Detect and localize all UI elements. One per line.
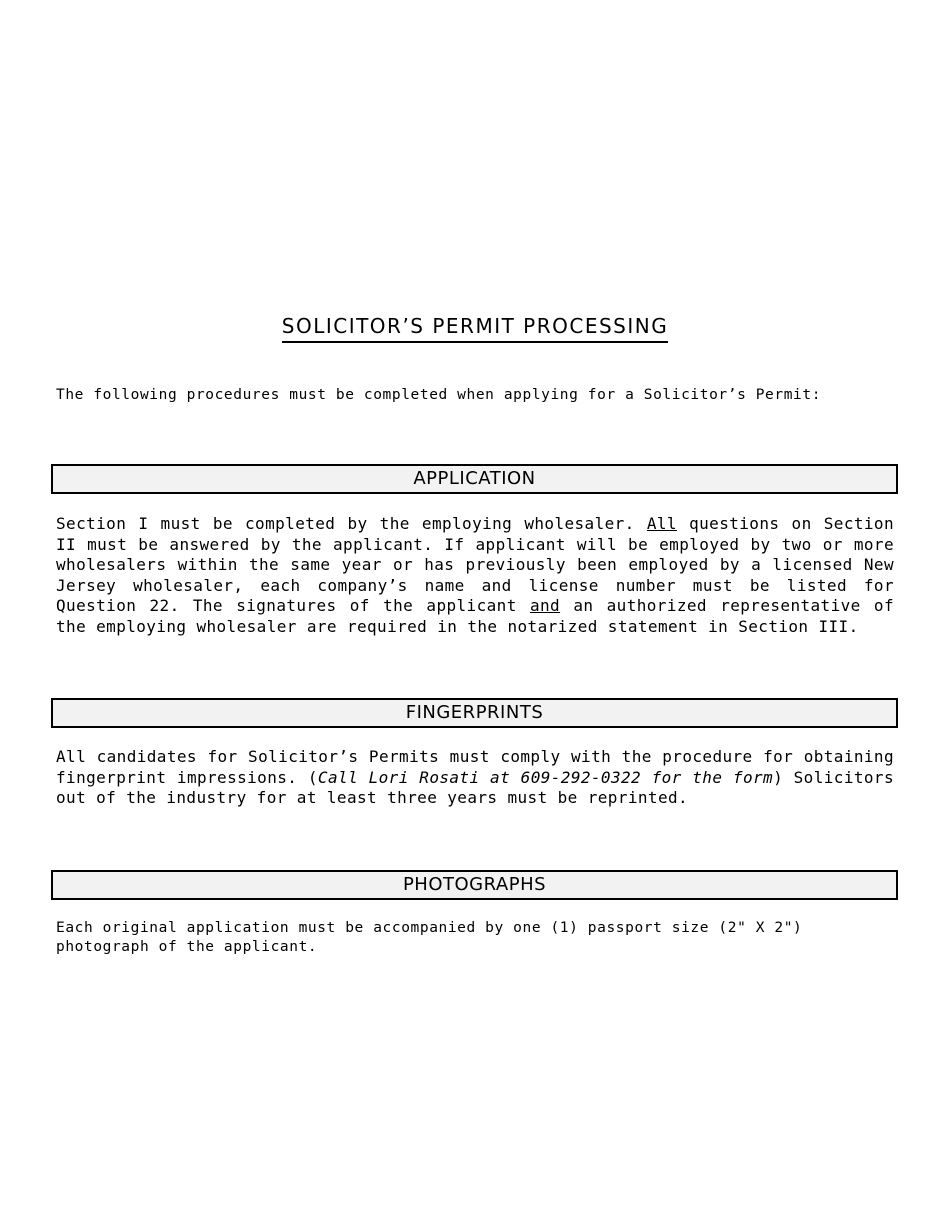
application-text-1: Section I must be completed by the employing wholesaler.	[56, 514, 647, 533]
application-text-and: and	[529, 596, 561, 615]
application-text-2: questions on Section II must be answered by the applicant. If applicant will be employed by two or more wholesalers within the same year or has previously been employed by a licensed New Jersey wholesaler, each company’s name and license number must be listed for Question 22. The signatures of the applicant	[56, 514, 894, 615]
page-title-text: SOLICITOR’S PERMIT PROCESSING	[282, 312, 668, 343]
application-text-all: All	[646, 514, 677, 533]
fingerprints-paragraph	[56, 747, 894, 809]
fingerprints-heading: FINGERPRINTS	[51, 698, 898, 728]
photographs-heading: PHOTOGRAPHS	[51, 870, 898, 900]
fingerprints-text-2: ) Solicitors out of the industry for at least three years must be reprinted.	[56, 767, 894, 807]
fingerprints-text-italic: Call Lori Rosati at 609-292-0322 for the form	[317, 767, 774, 787]
photographs-paragraph: Each original application must be accompanied by one (1) passport size (2" X 2") photograph of the applicant.	[56, 920, 803, 955]
page-title	[0, 312, 950, 343]
application-paragraph	[56, 514, 894, 637]
application-heading: APPLICATION	[51, 464, 898, 494]
application-text-3: an authorized representative of the employing wholesaler are required in the notarized statement in Section III.	[56, 596, 894, 636]
intro-text: The following procedures must be completed when applying for a Solicitor’s Permit:	[56, 387, 822, 403]
fingerprints-text-1: All candidates for Solicitor’s Permits must comply with the procedure for obtaining fingerprint impressions. (	[56, 747, 894, 787]
